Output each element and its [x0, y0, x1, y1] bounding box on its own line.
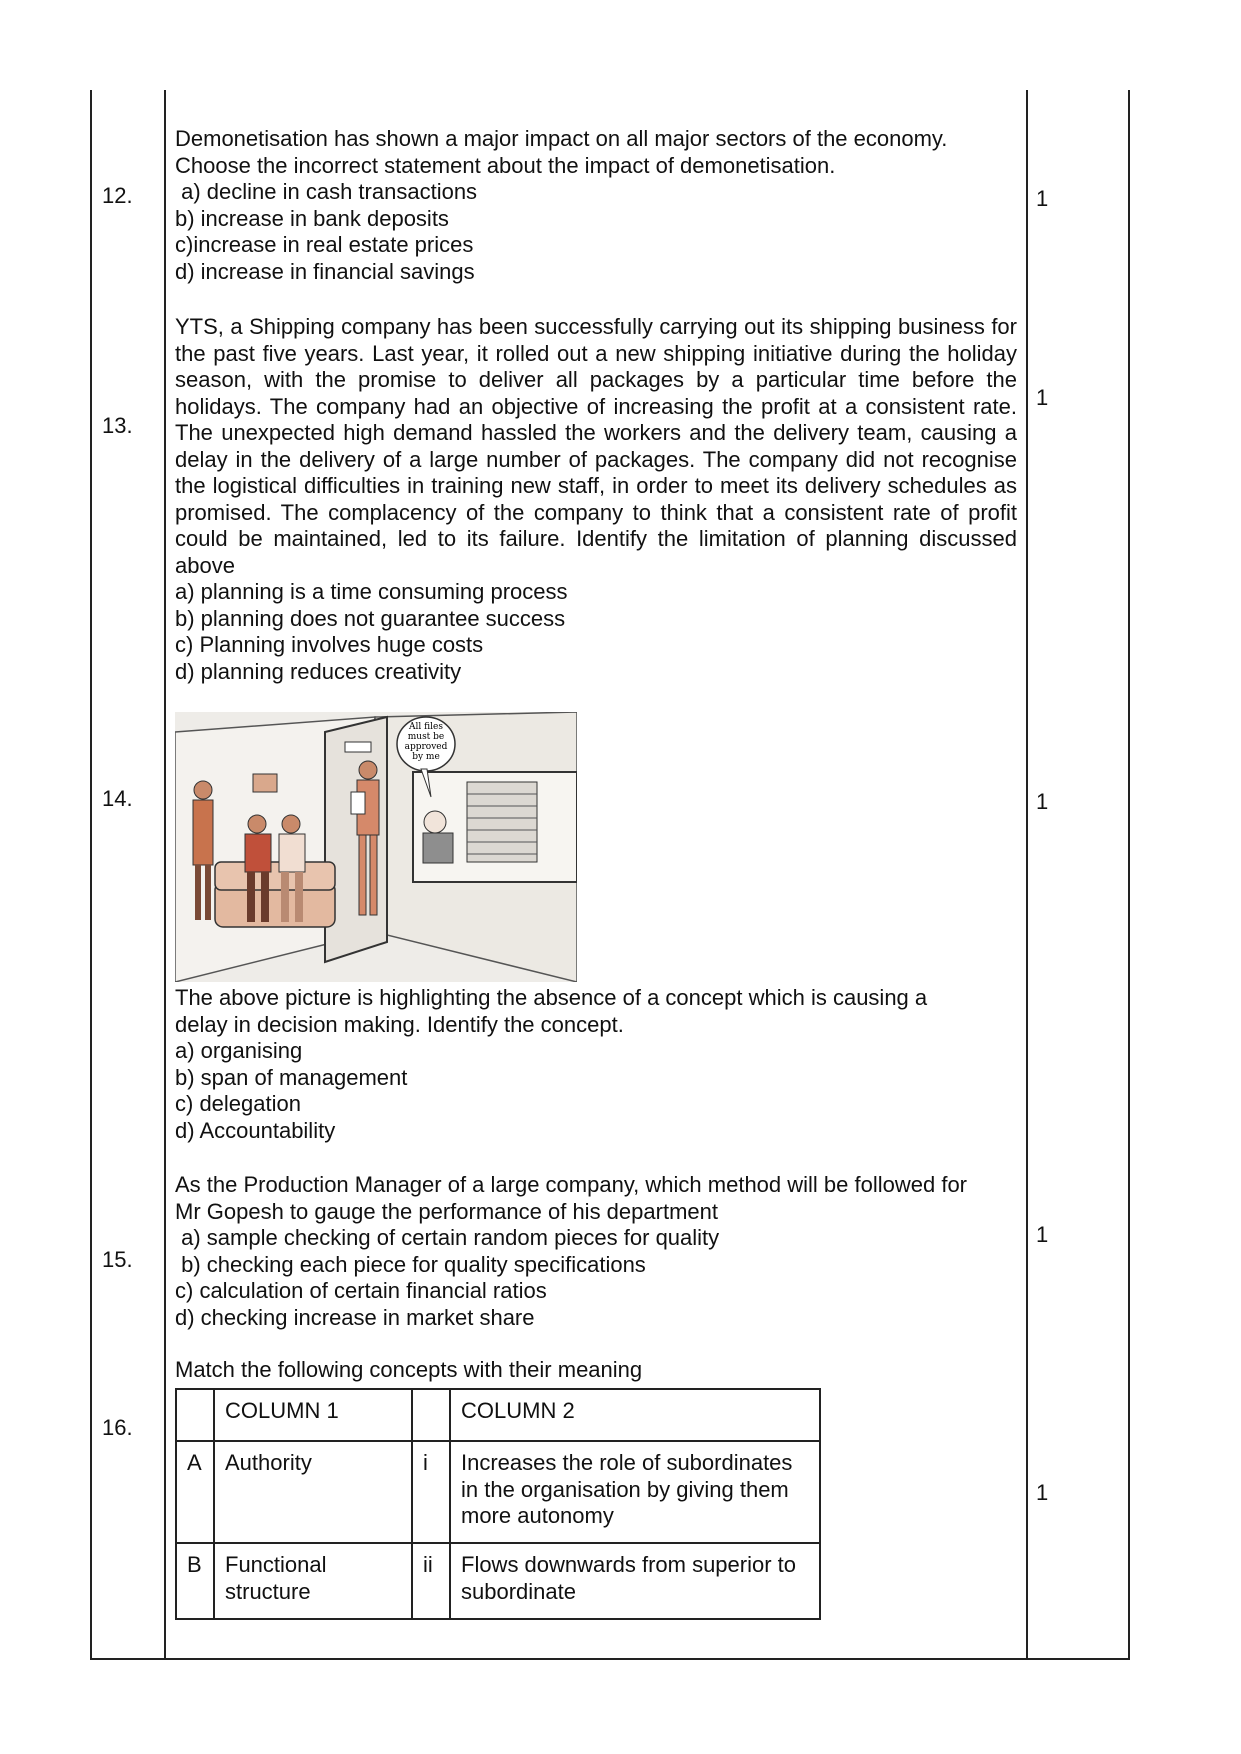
question-stem-line: delay in decision making. Identify the concept.: [175, 1011, 624, 1037]
option: c) Planning involves huge costs: [175, 632, 484, 657]
option: c) calculation of certain financial ratios: [175, 1278, 547, 1303]
file-stack: [467, 782, 537, 862]
table-cell: Functional structure: [214, 1543, 412, 1619]
question-stem-line: Match the following concepts with their meaning: [175, 1357, 643, 1382]
question-marks: 1: [1036, 1480, 1049, 1505]
table-row: [176, 1543, 820, 1619]
table-cell: Flows downwards from superior to subordinate: [450, 1543, 820, 1619]
table-cell: ii: [412, 1543, 450, 1619]
question-13-text: [175, 314, 1017, 685]
table-cell: B: [176, 1543, 214, 1619]
option: c)increase in real estate prices: [175, 232, 474, 257]
table-header-cell: [176, 1389, 214, 1441]
table-cell: Authority: [214, 1441, 412, 1543]
question-number: 15.: [102, 1247, 133, 1272]
option: d) checking increase in market share: [175, 1304, 535, 1330]
option: d) increase in financial savings: [175, 258, 475, 284]
question-number: 12.: [102, 183, 133, 208]
table-header-cell: [412, 1389, 450, 1441]
table-header-cell: COLUMN 2: [450, 1389, 820, 1441]
option: b) span of management: [175, 1064, 408, 1090]
option: a) sample checking of certain random pieces for quality: [175, 1225, 720, 1250]
option: a) decline in cash transactions: [175, 179, 478, 204]
speech-line: by me: [412, 752, 440, 762]
question-marks: 1: [1036, 385, 1049, 410]
column-divider-left: [164, 90, 166, 1660]
question-14-text: [175, 985, 1017, 1144]
speech-line: approved: [404, 742, 448, 752]
speech-line: All files: [409, 722, 443, 732]
option: c) delegation: [175, 1091, 301, 1116]
column-divider-right: [1026, 90, 1028, 1660]
question-number: 16.: [102, 1415, 133, 1440]
question-stem-line: Mr Gopesh to gauge the performance of his department: [175, 1198, 718, 1224]
option: b) planning does not guarantee success: [175, 605, 566, 631]
option: a) organising: [175, 1038, 303, 1063]
question-stem-line: Choose the incorrect statement about the impact of demonetisation.: [175, 152, 836, 178]
question-12-text: [175, 126, 1017, 285]
question-number: 13.: [102, 413, 133, 438]
cartoon-illustration: [175, 712, 577, 982]
question-stem-line: Demonetisation has shown a major impact on all major sectors of the economy.: [175, 126, 948, 151]
table-row: [176, 1441, 820, 1543]
question-stem-line: The above picture is highlighting the absence of a concept which is causing a: [175, 985, 928, 1010]
option: b) increase in bank deposits: [175, 205, 449, 231]
question-marks: 1: [1036, 186, 1049, 211]
question-stem-line: As the Production Manager of a large company, which method will be followed for: [175, 1172, 968, 1197]
question-15-text: [175, 1172, 1017, 1331]
question-16-text: [175, 1357, 1017, 1384]
table-cell: A: [176, 1441, 214, 1543]
option: d) Accountability: [175, 1117, 336, 1143]
table-cell: i: [412, 1441, 450, 1543]
question-marks: 1: [1036, 789, 1049, 814]
table-cell: Increases the role of subordinates in the organisation by giving them more autonomy: [450, 1441, 820, 1543]
speech-line: must be: [407, 732, 445, 742]
question-marks: 1: [1036, 1222, 1049, 1247]
option: d) planning reduces creativity: [175, 658, 462, 684]
question-number: 14.: [102, 786, 133, 811]
table-header-cell: COLUMN 1: [214, 1389, 412, 1441]
option: a) planning is a time consuming process: [175, 579, 568, 604]
option: b) checking each piece for quality specifications: [175, 1251, 646, 1277]
table-header-row: [176, 1389, 820, 1441]
question-stem: YTS, a Shipping company has been successfully carrying out its shipping business for the past five years. Last year, it rolled out a new shipping initiative during the holiday season, with the promise to deliver all packages by a particular time before the holidays. The company had an objective of increasing the profit at a consistent rate. The unexpected high demand hassled the workers and the delivery team, causing a delay in the delivery of a large number of packages. The company did not recognise the logistical difficulties in training new staff, in order to meet its delivery schedules as promised. The complacency of the company to think that a consistent rate of profit could be maintained, led to its failure. Identify the limitation of planning discussed above: [175, 314, 1017, 578]
match-table: [175, 1388, 821, 1620]
